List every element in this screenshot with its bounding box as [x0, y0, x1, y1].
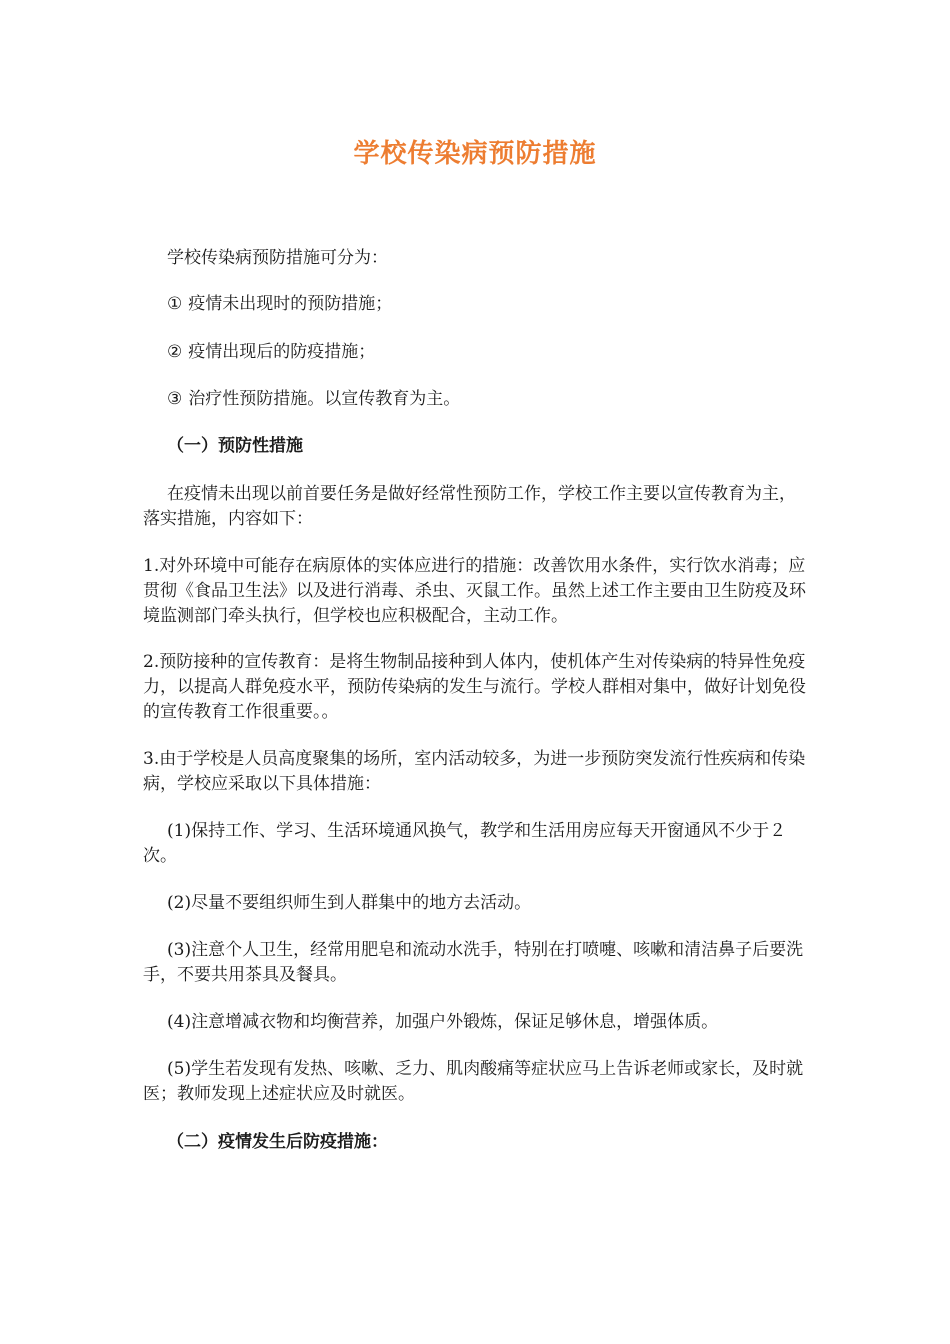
list-text-1: 疫情未出现时的预防措施；	[188, 294, 393, 314]
sub-item-1: (1)保持工作、学习、生活环境通风换气，教学和生活用房应每天开窗通风不少于２次。	[143, 821, 787, 866]
section1-intro-paragraph: 在疫情未出现以前首要任务是做好经常性预防工作，学校工作主要以宣传教育为主，落实措施，内容如下：	[143, 484, 796, 529]
list-marker-2: ②	[167, 342, 183, 362]
list-marker-3: ③	[167, 389, 183, 409]
list-text-3: 治疗性预防措施。以宣传教育为主。	[188, 389, 461, 409]
list-text-2: 疫情出现后的防疫措施；	[188, 342, 376, 362]
document-title: 学校传染病预防措施	[353, 139, 597, 169]
sub-item-5: (5)学生若发现有发热、咳嗽、乏力、肌肉酸痛等症状应马上告诉老师或家长，及时就医；教师发现上述症状应及时就医。	[143, 1059, 804, 1104]
point-1-paragraph: 1.对外环境中可能存在病原体的实体应进行的措施：改善饮用水条件，实行饮水消毒；应贯彻《食品卫生法》以及进行消毒、杀虫、灭鼠工作。虽然上述工作主要由卫生防疫及环境监测部门牵头执行，但学校也应积极配合，主动工作。	[143, 556, 806, 626]
section-heading-1: （一）预防性措施	[167, 436, 303, 456]
point-2-paragraph: 2.预防接种的宣传教育：是将生物制品接种到人体内，使机体产生对传染病的特异性免疫力，以提高人群免疫水平，预防传染病的发生与流行。学校人群相对集中，做好计划免役的宣传教育工作很重要。。	[143, 652, 806, 722]
list-item-2	[143, 340, 832, 365]
point-3-paragraph: 3.由于学校是人员高度聚集的场所，室内活动较多，为进一步预防突发流行性疾病和传染病，学校应采取以下具体措施：	[143, 749, 806, 794]
sub-item-3: (3)注意个人卫生，经常用肥皂和流动水洗手，特别在打喷嚏、咳嗽和清洁鼻子后要洗手，不要共用茶具及餐具。	[143, 940, 804, 985]
section-heading-2: （二）疫情发生后防疫措施：	[167, 1132, 388, 1152]
list-marker-1: ①	[167, 294, 183, 314]
sub-item-2: (2)尽量不要组织师生到人群集中的地方去活动。	[167, 893, 532, 913]
intro-paragraph: 学校传染病预防措施可分为：	[167, 248, 388, 268]
list-item-1	[143, 292, 832, 317]
list-item-3	[143, 387, 832, 412]
sub-item-4: (4)注意增减衣物和均衡营养，加强户外锻炼，保证足够休息，增强体质。	[167, 1012, 719, 1032]
